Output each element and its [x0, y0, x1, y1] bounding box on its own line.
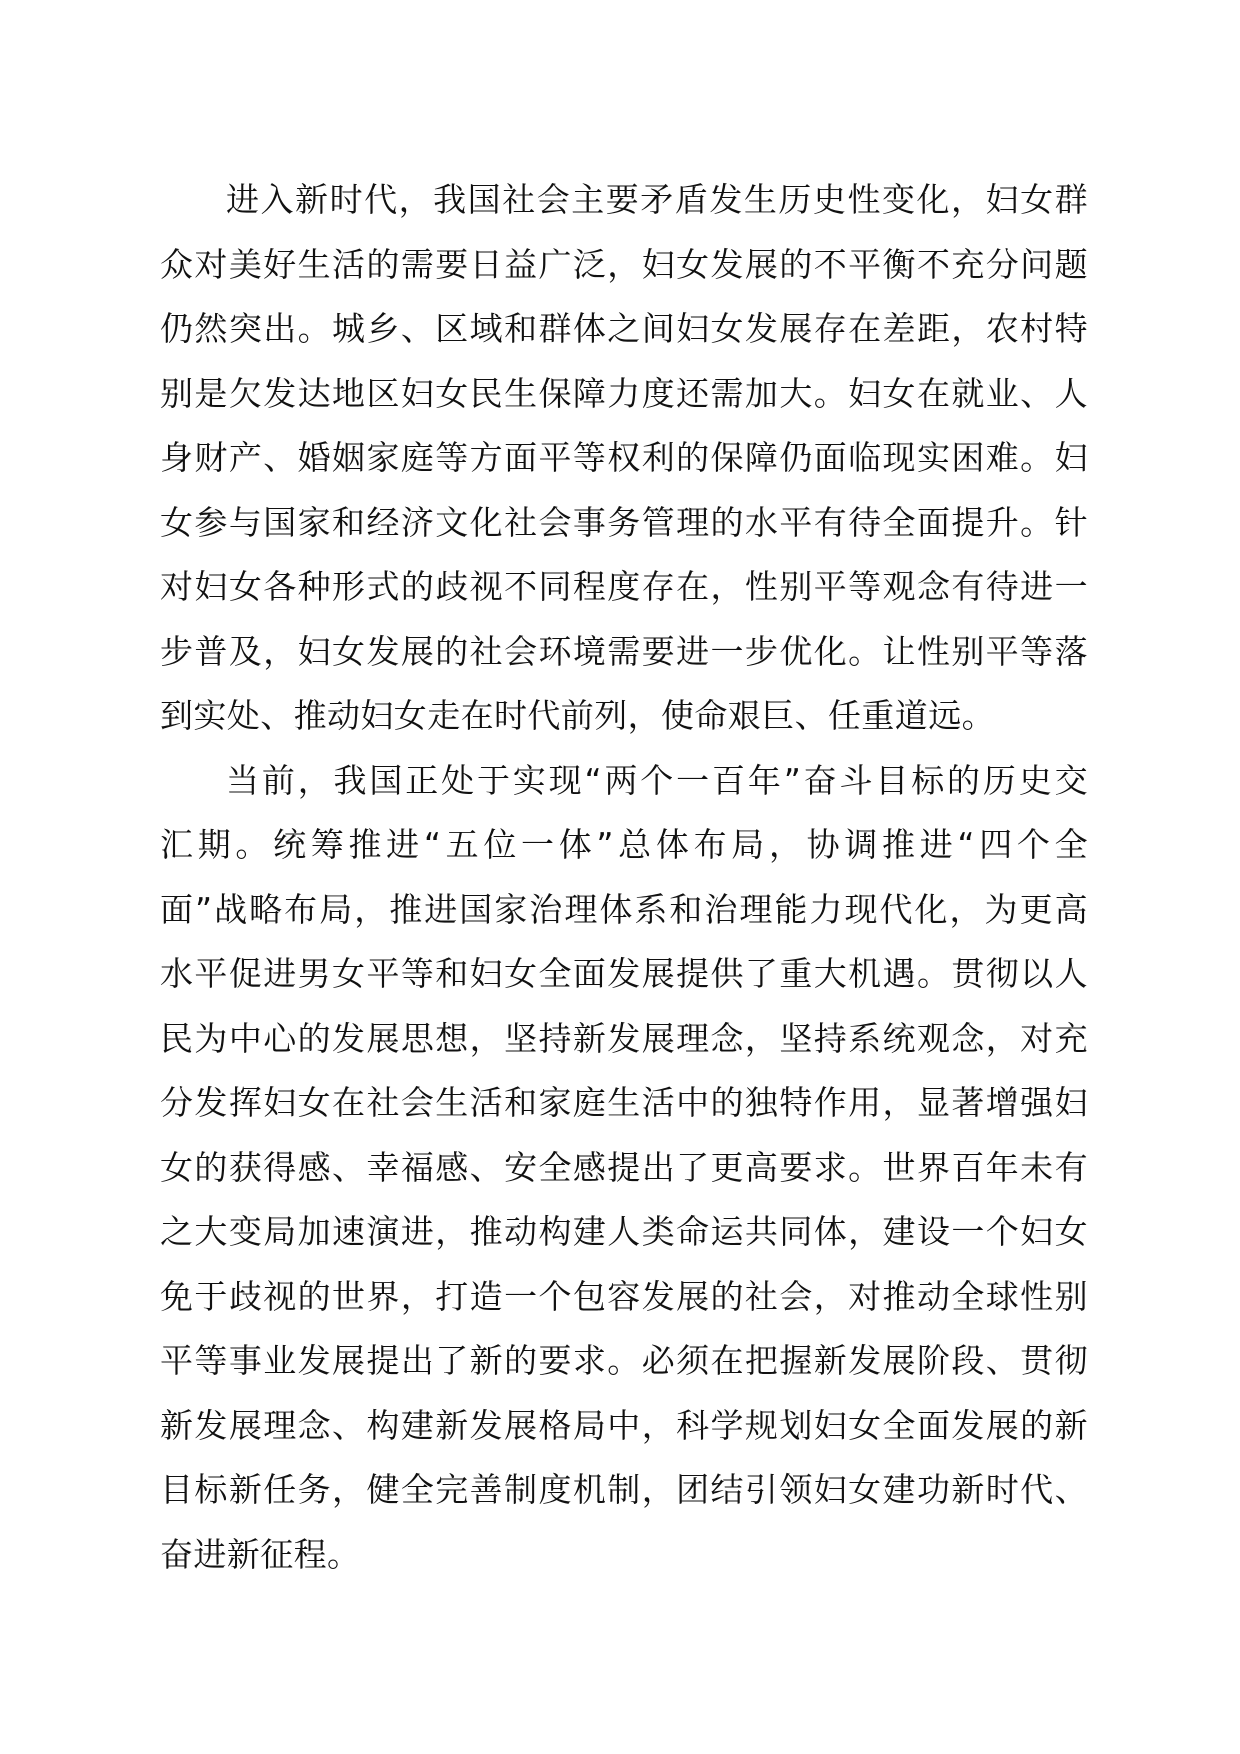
text-line: 之大变局加速演进，推动构建人类命运共同体，建设一个妇女	[160, 1212, 1088, 1251]
text-line: 平等事业发展提出了新的要求。必须在把握新发展阶段、贯彻	[160, 1341, 1088, 1380]
text-line: 分发挥妇女在社会生活和家庭生活中的独特作用，显著增强妇	[160, 1083, 1088, 1122]
text-line: 女参与国家和经济文化社会事务管理的水平有待全面提升。针	[160, 502, 1088, 542]
text-line: 步普及，妇女发展的社会环境需要进一步优化。让性别平等落	[160, 631, 1088, 671]
text-line: 众对美好生活的需要日益广泛，妇女发展的不平衡不充分问题	[160, 244, 1088, 284]
text-line: 新发展理念、构建新发展格局中，科学规划妇女全面发展的新	[160, 1405, 1088, 1445]
text-line: 汇期。统筹推进“五位一体”总体布局，协调推进“四个全	[160, 825, 1088, 864]
text-line: 仍然突出。城乡、区域和群体之间妇女发展存在差距，农村特	[160, 309, 1088, 348]
text-line: 身财产、婚姻家庭等方面平等权利的保障仍面临现实困难。妇	[160, 438, 1088, 477]
text-line: 到实处、推动妇女走在时代前列，使命艰巨、任重道远。	[160, 696, 995, 735]
text-line: 别是欠发达地区妇女民生保障力度还需加大。妇女在就业、人	[160, 373, 1088, 413]
paragraph-2	[160, 749, 1088, 1588]
text-line: 目标新任务，健全完善制度机制，团结引领妇女建功新时代、	[160, 1470, 1088, 1509]
paragraph-1	[160, 168, 1088, 749]
text-line: 奋进新征程。	[160, 1534, 361, 1574]
text-line: 进入新时代，我国社会主要矛盾发生历史性变化，妇女群	[226, 180, 1088, 219]
text-line: 免于歧视的世界，打造一个包容发展的社会，对推动全球性别	[160, 1276, 1088, 1316]
document-body	[160, 168, 1088, 1587]
text-line: 女的获得感、幸福感、安全感提出了更高要求。世界百年未有	[160, 1147, 1088, 1187]
text-line: 对妇女各种形式的歧视不同程度存在，性别平等观念有待进一	[160, 567, 1088, 606]
text-line: 当前，我国正处于实现“两个一百年”奋斗目标的历史交	[226, 760, 1088, 800]
text-line: 水平促进男女平等和妇女全面发展提供了重大机遇。贯彻以人	[160, 954, 1088, 993]
text-line: 民为中心的发展思想，坚持新发展理念，坚持系统观念，对充	[160, 1018, 1088, 1058]
text-line: 面”战略布局，推进国家治理体系和治理能力现代化，为更高	[160, 889, 1088, 929]
